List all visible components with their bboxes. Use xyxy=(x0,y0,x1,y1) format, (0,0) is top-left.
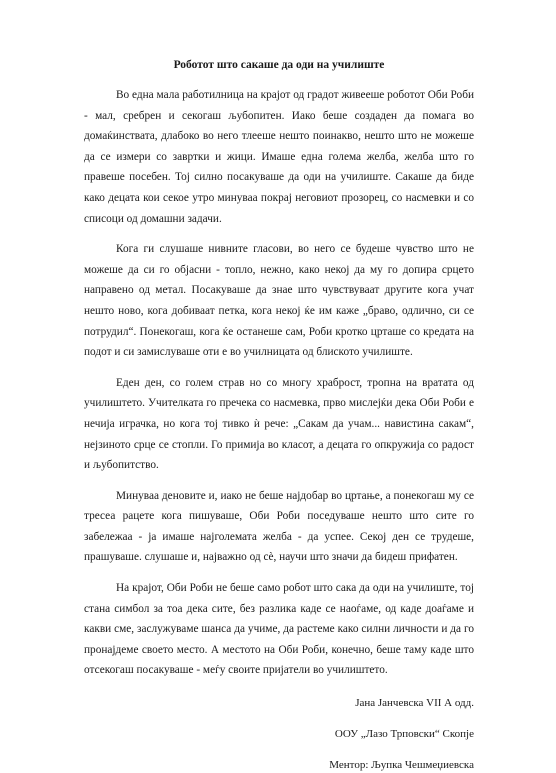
paragraph-4: Минуваа деновите и, иако не беше најдобар во цртање, а понекогаш му се тресеа рацете кога пишуваше, Оби Роби поседуваше нешто што сите го забележаа - ја имаше најголемата желба - да успее. Секој ден се трудеше, прашуваше. слушаше и, најважно од сè, научи што значи да бидеш прифатен. xyxy=(84,489,474,564)
document-title: Роботот што сакаше да оди на училиште xyxy=(173,59,385,71)
paragraph-2: Кога ги слушаше нивните гласови, во него се будеше чувство што не можеше да си го објасни - топло, нежно, како некој да му го допира срцето направено од метал. Посакуваше да знае што чувствуваат другите кога учат нешто ново, кога добиваат петка, кога некој ќе им каже „браво, одлично, си се потрудил“. Понекогаш, кога ќе останеше сам, Роби кротко црташе со кредата на подот и си замислуваше оти е во училницата од блиското училиште. xyxy=(84,243,474,359)
mentor-line: Ментор: Љупка Чешмеџиевска xyxy=(329,759,474,772)
author-line: Јана Јанчевска VII А одд. xyxy=(355,697,474,710)
paragraph-3: Еден ден, со голем страв но со многу храброст, тропна на вратата од училиштето. Учителката го пречека со насмевка, прво мислејќи дека Оби Роби е нечија играчка, но кога тој тивко ѝ рече: „Сакам да учам... навистина сакам“, нејзиното срце се стопли. Го примија во класот, а децата го опкружија со радост и љубопитство. xyxy=(84,376,474,472)
school-line: ООУ „Лазо Трповски“ Скопје xyxy=(334,728,474,741)
paragraph-1: Во една мала работилница на крајот од градот живееше роботот Оби Роби - мал, сребрен и секогаш љубопитен. Иако беше создаден да помага во домаќинствата, длабоко во него тлееше нешто поинакво, нешто што не можеше да се измери со завртки и жици. Имаше една голема желба, желба што го правеше посебен. Тој силно посакуваше да оди на училиште. Сакаше да биде како децата кои секое утро минуваа покрај неговиот прозорец, со насмевки и со списоци од домашни задачи. xyxy=(84,89,474,225)
paragraph-5: На крајот, Оби Роби не беше само робот што сака да оди на училиште, тој стана симбол за тоа дека сите, без разлика каде се наоѓаме, од каде доаѓаме и какви сме, заслужуваме шанса да учиме, да растеме како силни личности и да го пронајдеме своето место. А местото на Оби Роби, конечно, беше таму каде што отсекогаш посакуваше - меѓу своите пријатели во училиштето. xyxy=(84,582,474,677)
signature-block xyxy=(84,695,474,773)
